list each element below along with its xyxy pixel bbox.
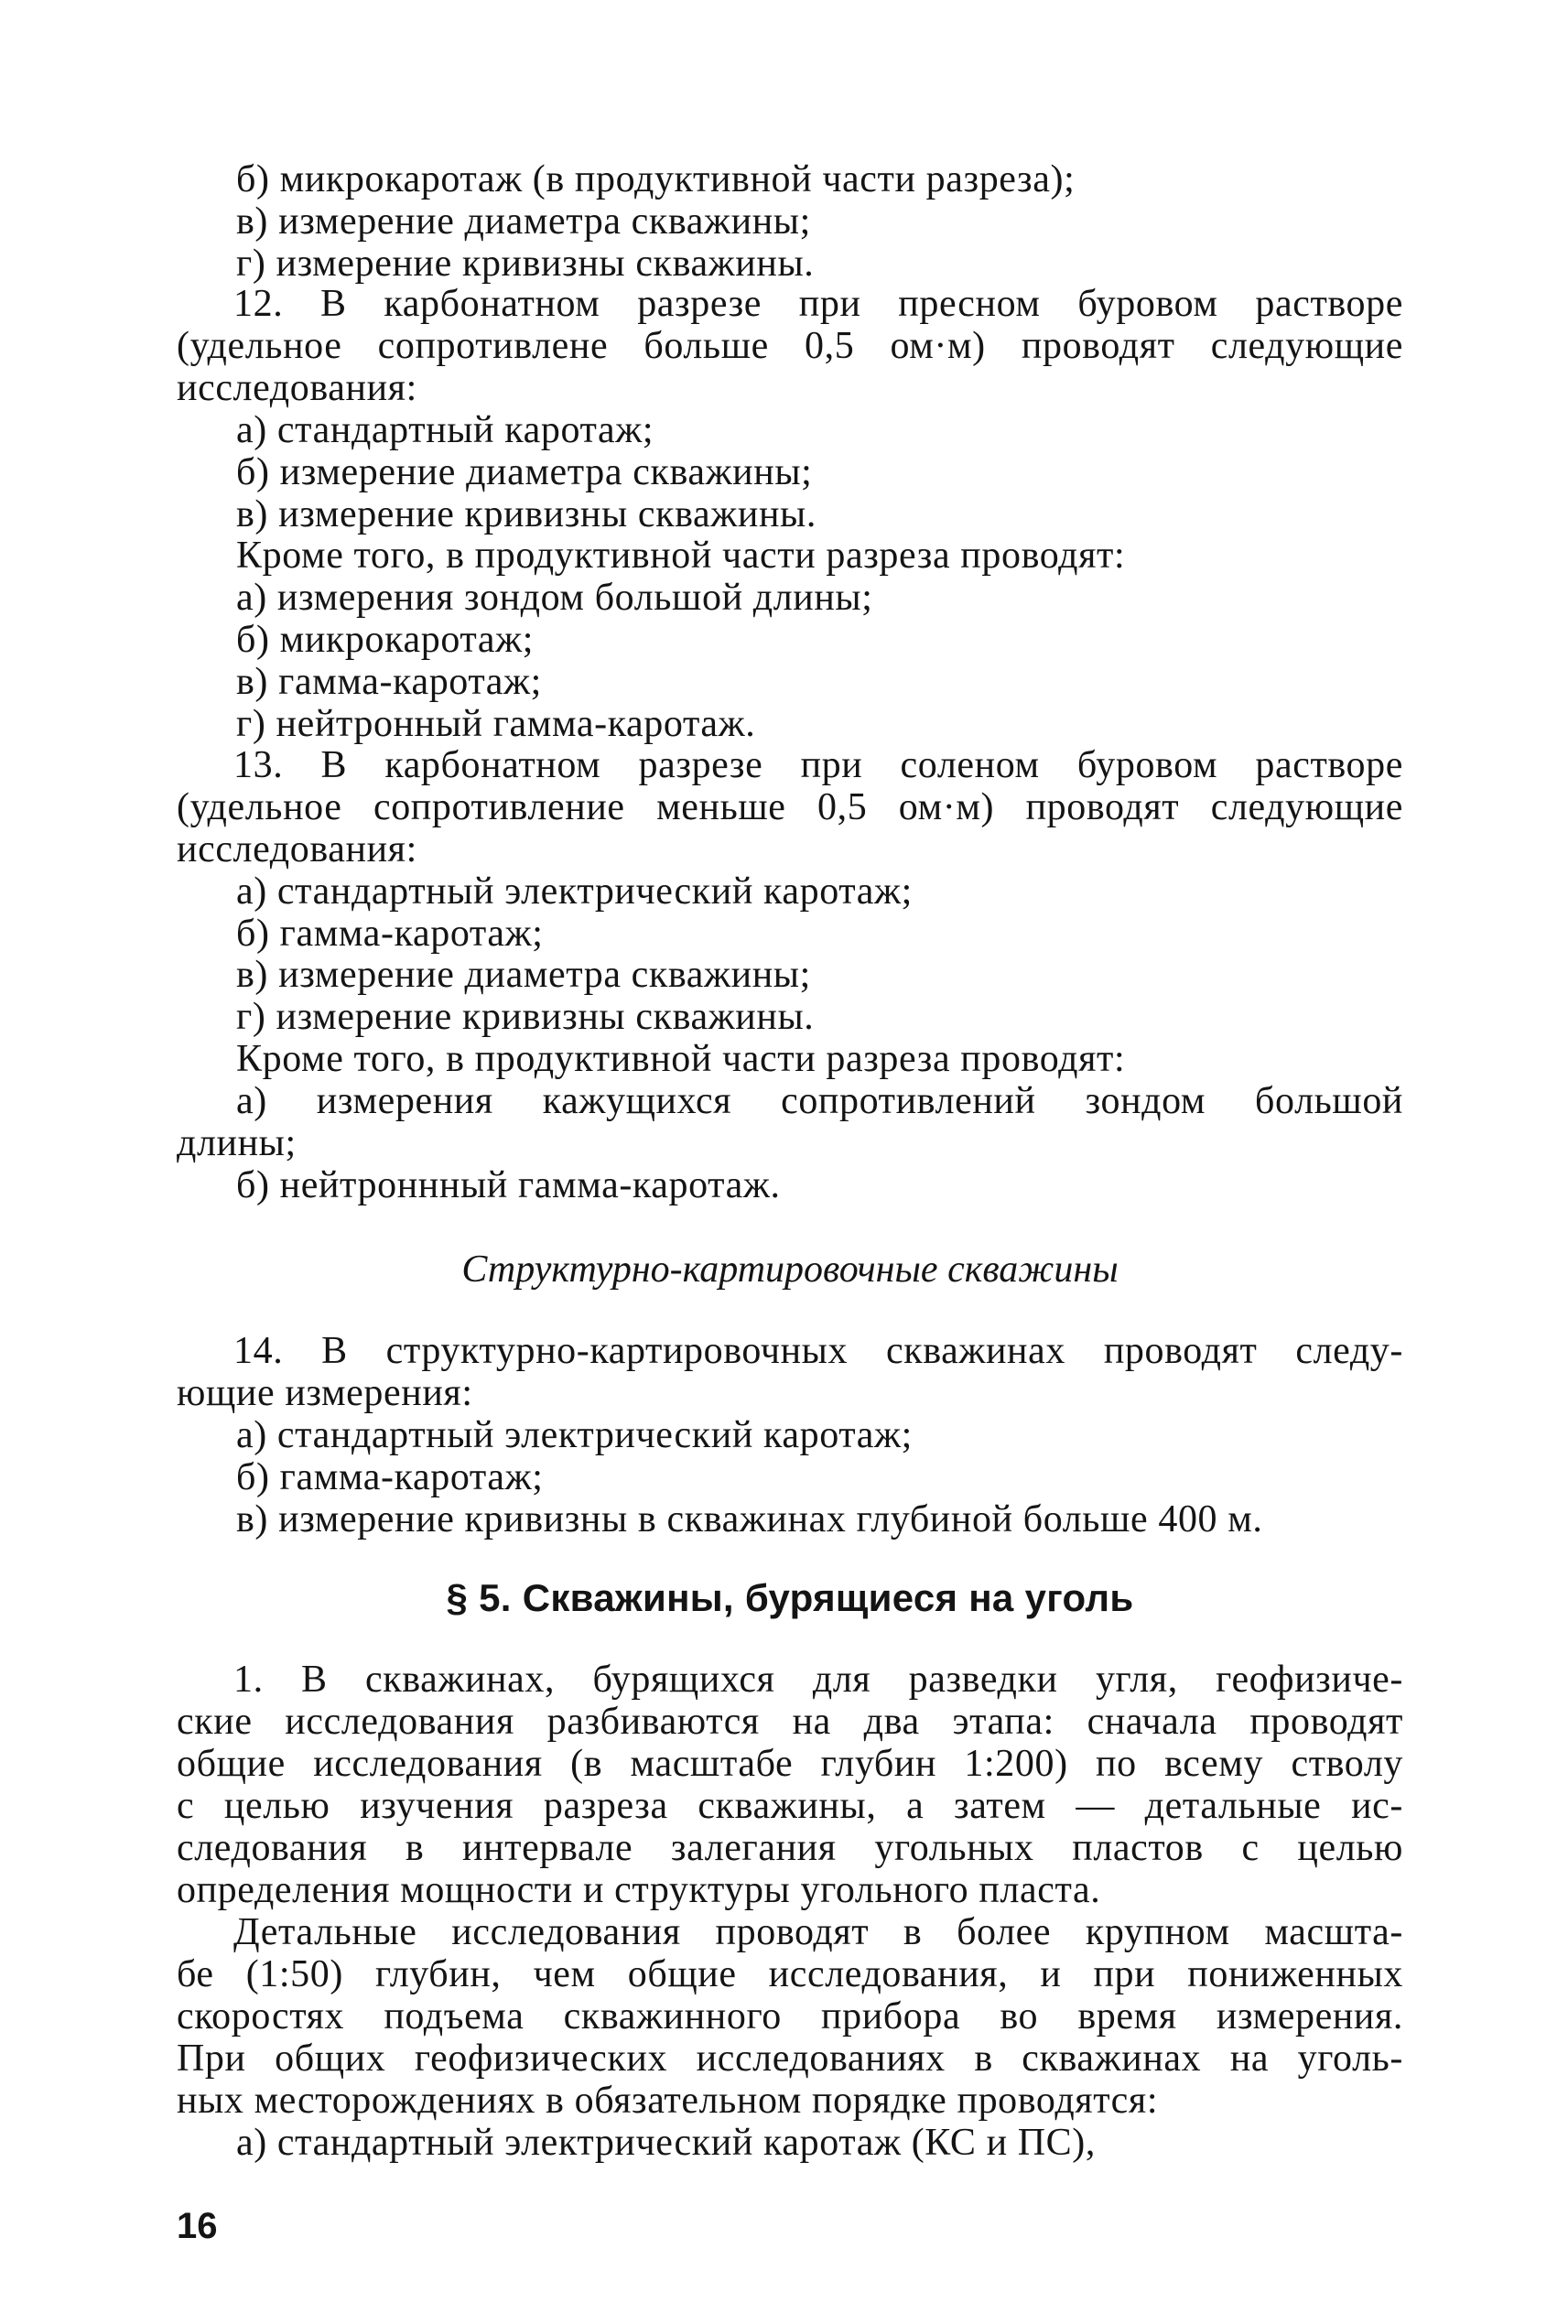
text-line: 12. В карбонатном разрезе при пресном буровом растворе <box>233 283 1403 325</box>
text-line: г) измерение кривизны скважины. <box>236 243 815 285</box>
text-line: (удельное сопротивление меньше 0,5 ом·м) проводят следующие <box>177 786 1403 828</box>
text-line: а) стандартный электрический каротаж; <box>236 870 913 913</box>
text-line: определения мощности и структуры угольного пласта. <box>177 1869 1101 1911</box>
text-line: г) измерение кривизны скважины. <box>236 996 815 1038</box>
text-line: б) нейтроннный гамма-каротаж. <box>236 1164 781 1206</box>
text-line: При общих геофизических исследованиях в скважинах на уголь- <box>177 2038 1403 2080</box>
text-line: в) гамма-каротаж; <box>236 661 542 703</box>
text-line: Кроме того, в продуктивной части разреза проводят: <box>236 535 1126 577</box>
page-number: 16 <box>177 2206 218 2246</box>
text-line: (удельное сопротивлене больше 0,5 ом·м) проводят следующие <box>177 325 1403 367</box>
text-line: 1. В скважинах, бурящихся для разведки угля, геофизиче- <box>233 1659 1403 1701</box>
text-line: скоростях подъема скважинного прибора во время измерения. <box>177 1995 1403 2038</box>
text-line: а) стандартный каротаж; <box>236 409 654 451</box>
text-line: б) микрокаротаж (в продуктивной части разреза); <box>236 158 1076 200</box>
text-line: исследования: <box>177 367 417 409</box>
text-line: б) гамма-каротаж; <box>236 1456 544 1498</box>
section-heading: § 5. Скважины, бурящиеся на уголь <box>446 1576 1134 1619</box>
text-line: длины; <box>177 1122 297 1164</box>
text-line: в) измерение диаметра скважины; <box>236 200 811 243</box>
text-line: в) измерение кривизны в скважинах глубиной больше 400 м. <box>236 1498 1263 1540</box>
text-line: общие исследования (в масштабе глубин 1:200) по всему стволу <box>177 1743 1403 1785</box>
text-line: ские исследования разбиваются на два этапа: сначала проводят <box>177 1701 1403 1743</box>
text-line: б) измерение диаметра скважины; <box>236 451 813 493</box>
text-line: исследования: <box>177 828 417 870</box>
text-line: 13. В карбонатном разрезе при соленом буровом растворе <box>233 744 1403 786</box>
subheading: Структурно-картировочные скважины <box>461 1248 1119 1291</box>
text-line: г) нейтронный гамма-каротаж. <box>236 703 756 745</box>
text-line: Кроме того, в продуктивной части разреза проводят: <box>236 1038 1126 1080</box>
text-line: бе (1:50) глубин, чем общие исследования, и при пониженных <box>177 1953 1403 1995</box>
text-line: а) измерения кажущихся сопротивлений зондом большой <box>236 1080 1403 1122</box>
text-line: б) микрокаротаж; <box>236 619 534 661</box>
text-line: 14. В структурно-картировочных скважинах проводят следу- <box>233 1330 1403 1372</box>
text-line: Детальные исследования проводят в более крупном масшта- <box>233 1911 1403 1953</box>
text-line: а) стандартный электрический каротаж (КС и ПС), <box>236 2122 1096 2164</box>
text-line: следования в интервале залегания угольных пластов с целью <box>177 1827 1403 1869</box>
text-line: с целью изучения разреза скважины, а затем — детальные ис- <box>177 1785 1403 1827</box>
text-line: в) измерение кривизны скважины. <box>236 493 816 535</box>
text-line: в) измерение диаметра скважины; <box>236 954 811 996</box>
text-line: ных месторождениях в обязательном порядке проводятся: <box>177 2080 1159 2122</box>
text-line: б) гамма-каротаж; <box>236 913 544 955</box>
text-line: а) стандартный электрический каротаж; <box>236 1414 913 1456</box>
text-line: а) измерения зондом большой длины; <box>236 577 873 619</box>
text-line: ющие измерения: <box>177 1372 473 1414</box>
